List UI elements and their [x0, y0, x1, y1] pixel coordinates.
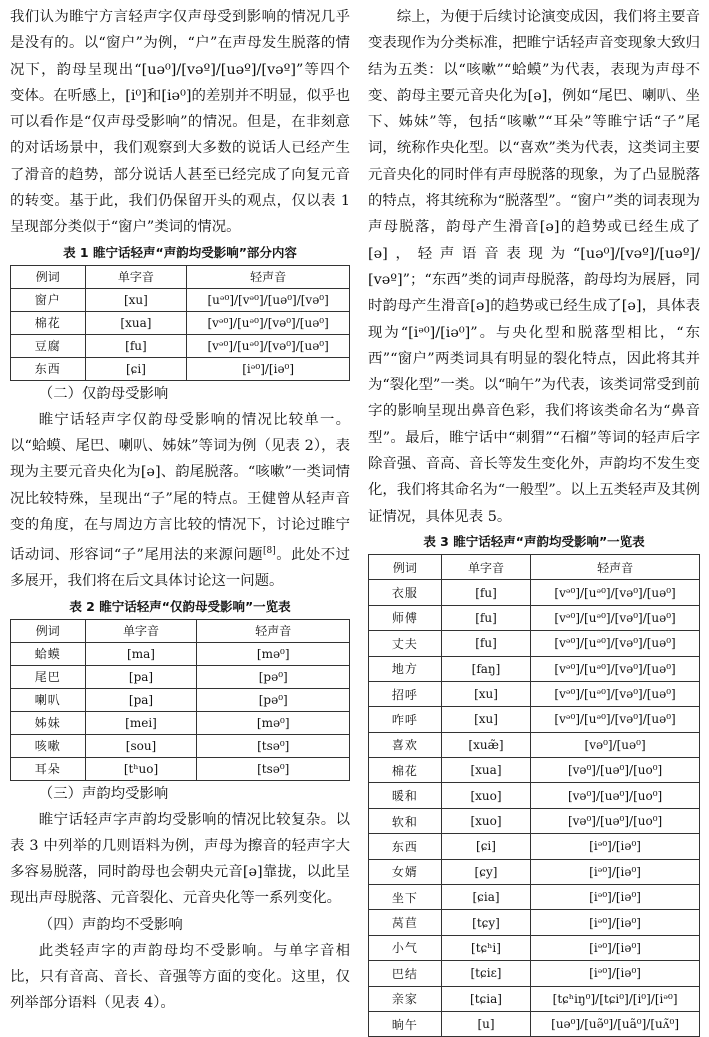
table-row: [11, 711, 350, 734]
table-cell: [xuo]: [441, 808, 530, 833]
table-cell: [xuo]: [441, 783, 530, 808]
header-cell: 单字音: [85, 265, 187, 288]
left-column: [10, 4, 350, 1017]
table-cell: [faŋ]: [441, 656, 530, 681]
table-cell: [və⁰]/[uə⁰]/[uo⁰]: [531, 808, 700, 833]
paragraph: 我们认为睢宁方言轻声字仅声母受到影响的情况几乎是没有的。以“窗户”为例，“户”在声母发生脱落的情况下，韵母呈现出“[uə⁰]/[vəº]/[uəº]/[vəº]”等四个变体。在听感上，[i⁰]和[iə⁰]的差别并不明显，似乎也可以看作是“仅声母受影响”的情况。但是，在非刻意的对话场景中，我们观察到大多数的说话人已经产生了滑音的趋势，部分说话人甚至已经完成了向复元音的转变。基于此，我们仍保留开头的观点，仅以表 1 呈现部分类似于“窗户”类词的情况。: [10, 9, 350, 236]
table-row: [369, 961, 700, 986]
table-cell: 师傅: [369, 605, 442, 630]
table-row: [11, 288, 350, 311]
table-caption: 表 2 睢宁话轻声“仅韵母受影响”一览表: [69, 598, 291, 614]
table-cell: [tʰuo]: [85, 757, 197, 780]
table-cell: 女婿: [369, 859, 442, 884]
table-cell: [ɕy]: [441, 859, 530, 884]
table-cell: 窗户: [11, 288, 86, 311]
table-caption: 表 1 睢宁话轻声“声韵均受影响”部分内容: [63, 244, 297, 260]
table-cell: 棉花: [11, 311, 86, 334]
table-cell: [fu]: [85, 334, 187, 357]
table-2: [10, 619, 350, 781]
table-cell: [iᵊ⁰]/[iə⁰]: [187, 357, 350, 380]
table-cell: 衣服: [369, 580, 442, 605]
table-cell: 咋呼: [369, 707, 442, 732]
table-cell: [uᵊ⁰]/[vᵊ⁰]/[uə⁰]/[və⁰]: [187, 288, 350, 311]
table-row: [369, 732, 700, 757]
table-row: [369, 910, 700, 935]
table-row: [369, 859, 700, 884]
table-row: [11, 734, 350, 757]
table-cell: [tɕia]: [441, 986, 530, 1011]
table-cell: [ɕi]: [85, 357, 187, 380]
table-cell: [uə⁰]/[uə̃⁰]/[uã⁰]/[uʌ̃⁰]: [531, 1011, 700, 1036]
paragraph-text: 。此处不过多展开，我们将在后文具体讨论这一问题。: [10, 546, 350, 590]
table-cell: [xu]: [85, 288, 187, 311]
table-row: [11, 311, 350, 334]
citation: [8]: [263, 546, 276, 557]
table-cell: [pə⁰]: [197, 688, 350, 711]
table-cell: 东西: [369, 834, 442, 859]
section-heading: （三）声韵均受影响: [38, 785, 169, 802]
table-row: [369, 605, 700, 630]
header-cell: 单字音: [85, 619, 197, 642]
table-header-row: [11, 265, 350, 288]
table-cell: [vᵊ⁰]/[uᵊ⁰]/[və⁰]/[uə⁰]: [531, 707, 700, 732]
table-cell: [fu]: [441, 580, 530, 605]
table-cell: [mei]: [85, 711, 197, 734]
table-3: [368, 554, 700, 1037]
table-cell: [iᵊ⁰]/[iə⁰]: [531, 859, 700, 884]
header-cell: 轻声音: [531, 554, 700, 579]
table-cell: [tɕʰi]: [441, 935, 530, 960]
table-header-row: [11, 619, 350, 642]
table-cell: [iᵊ⁰]/[iə⁰]: [531, 910, 700, 935]
table-cell: [fu]: [441, 605, 530, 630]
table-cell: [ɕia]: [441, 885, 530, 910]
table-cell: [tsə⁰]: [197, 734, 350, 757]
table-cell: [vᵊ⁰]/[uᵊ⁰]/[və⁰]/[uə⁰]: [531, 656, 700, 681]
table-cell: 喇叭: [11, 688, 86, 711]
table-cell: [və⁰]/[uə⁰]: [531, 732, 700, 757]
table-cell: [mə⁰]: [197, 711, 350, 734]
table-cell: [və⁰]/[uə⁰]/[uo⁰]: [531, 758, 700, 783]
paragraph: [10, 407, 350, 595]
table-row: [11, 334, 350, 357]
table-cell: 东西: [11, 357, 86, 380]
table-cell: 地方: [369, 656, 442, 681]
table-cell: [sou]: [85, 734, 197, 757]
table-row: [11, 688, 350, 711]
table-cell: [vᵊ⁰]/[uᵊ⁰]/[və⁰]/[uə⁰]: [531, 631, 700, 656]
table-cell: [xua]: [85, 311, 187, 334]
table-cell: [iᵊ⁰]/[iə⁰]: [531, 885, 700, 910]
paragraph: 此类轻声字的声韵母均不受影响。与单字音相比，只有音高、音长、音强等方面的变化。这里，仅列举部分语料（见表 4）。: [10, 942, 350, 1012]
paragraph: 综上，为便于后续讨论演变成因，我们将主要音变表现作为分类标准，把睢宁话轻声音变现象大致归结为五类：以“咳嗽”“蛤蟆”为代表，表现为声母不变、韵母主要元音央化为[ə]，例如“尾巴、喇叭、坐下、姊妹”等，包括“咳嗽”“耳朵”等睢宁话“子”尾词，统称作央化型。以“喜欢”类为代表，这类词主要元音央化的同时伴有声母脱落的现象，为了凸显脱落的特点，将其统称为“脱落型”。“窗户”类的词表现为声母脱落，韵母产生滑音[ə]的趋势或已经生成了[ə]，轻声语音表现为“[uə⁰]/[vəº]/[uəº]/ [vəº]”；“东西”类的词声母脱落，韵母均为展唇，同时韵母产生滑音[ə]的趋势或已经生成了[ə]，具体表现为“[iᵊ⁰]/[iə⁰]”。与央化型和脱落型相比，“东西”“窗户”两类词具有明显的裂化特点，因此将其并为“裂化型”一类。以“晌午”为代表，该类词常受到前字的影响呈现出鼻音色彩，我们将该类命名为“鼻音型”。最后，睢宁话中“刺猬”“石榴”等词的轻声后字除音强、音高、音长等发生变化外，声韵均不发生变化，我们将其命名为“一般型”。以上五类轻声及其例证情况，具体见表 5。: [368, 9, 700, 525]
table-cell: 招呼: [369, 681, 442, 706]
table-cell: [fu]: [441, 631, 530, 656]
table-row: [11, 757, 350, 780]
table-cell: 小气: [369, 935, 442, 960]
table-row: [11, 357, 350, 380]
table-cell: [tɕiɛ]: [441, 961, 530, 986]
right-column: [368, 4, 700, 1037]
table-cell: [mə⁰]: [197, 642, 350, 665]
table-cell: [vᵊ⁰]/[uᵊ⁰]/[və⁰]/[uə⁰]: [531, 605, 700, 630]
table-row: [369, 808, 700, 833]
table-header-row: [369, 554, 700, 579]
table-cell: 丈夫: [369, 631, 442, 656]
table-cell: [pa]: [85, 688, 197, 711]
table-row: [369, 783, 700, 808]
table-cell: [tɕʰiŋ⁰]/[tɕi⁰]/[i⁰]/[iᵊ⁰]: [531, 986, 700, 1011]
table-cell: [xu]: [441, 707, 530, 732]
table-cell: 蛤蟆: [11, 642, 86, 665]
table-1: [10, 265, 350, 381]
table-cell: 姊妹: [11, 711, 86, 734]
table-row: [369, 758, 700, 783]
table-cell: [iᵊ⁰]/[iə⁰]: [531, 961, 700, 986]
header-cell: 单字音: [441, 554, 530, 579]
table-cell: [vᵊ⁰]/[uᵊ⁰]/[və⁰]/[uə⁰]: [187, 311, 350, 334]
table-row: [369, 935, 700, 960]
table-cell: [xuæ̃]: [441, 732, 530, 757]
table-cell: [ɕi]: [441, 834, 530, 859]
paragraph-text: 睢宁话轻声字仅韵母受影响的情况比较单一。以“蛤蟆、尾巴、喇叭、姊妹”等词为例（见表 2），表现为主要元音央化为[ə]、韵尾脱落。“咳嗽”一类词情况比较特殊，呈现出“子”尾的特点。王健曾从轻声音变的角度，在与周边方言比较的情况下，讨论过睢宁话动词、形容词“子”尾用法的来源问题: [10, 411, 350, 563]
section-heading: （二）仅韵母受影响: [38, 385, 169, 402]
header-cell: 轻声音: [187, 265, 350, 288]
table-row: [369, 580, 700, 605]
header-cell: 例词: [11, 619, 86, 642]
table-cell: 喜欢: [369, 732, 442, 757]
table-cell: [xua]: [441, 758, 530, 783]
header-cell: 轻声音: [197, 619, 350, 642]
table-cell: [və⁰]/[uə⁰]/[uo⁰]: [531, 783, 700, 808]
table-cell: 咳嗽: [11, 734, 86, 757]
table-row: [369, 885, 700, 910]
table-row: [369, 1011, 700, 1036]
header-cell: 例词: [11, 265, 86, 288]
table-cell: [vᵊ⁰]/[uᵊ⁰]/[və⁰]/[uə⁰]: [531, 580, 700, 605]
table-cell: [tsə⁰]: [197, 757, 350, 780]
section-heading: （四）声韵均不受影响: [38, 916, 183, 933]
table-row: [369, 681, 700, 706]
table-cell: 耳朵: [11, 757, 86, 780]
table-cell: [vᵊ⁰]/[uᵊ⁰]/[və⁰]/[uə⁰]: [187, 334, 350, 357]
table-cell: 晌午: [369, 1011, 442, 1036]
table-cell: 暖和: [369, 783, 442, 808]
table-cell: [iᵊ⁰]/[iə⁰]: [531, 834, 700, 859]
table-cell: 棉花: [369, 758, 442, 783]
table-row: [11, 665, 350, 688]
table-row: [369, 834, 700, 859]
table-row: [11, 642, 350, 665]
header-cell: 例词: [369, 554, 442, 579]
table-cell: [pa]: [85, 665, 197, 688]
table-cell: [xu]: [441, 681, 530, 706]
table-cell: [ma]: [85, 642, 197, 665]
table-row: [369, 631, 700, 656]
table-cell: [tɕy]: [441, 910, 530, 935]
table-cell: [u]: [441, 1011, 530, 1036]
table-caption: 表 3 睢宁话轻声“声韵均受影响”一览表: [423, 533, 645, 549]
table-cell: 软和: [369, 808, 442, 833]
table-cell: [pə⁰]: [197, 665, 350, 688]
paragraph: 睢宁话轻声字声韵均受影响的情况比较复杂。以表 3 中列举的几则语料为例，声母为擦音的轻声字大多容易脱落，同时韵母也会朝央元音[ə]靠拢，以此呈现出声母脱落、元音裂化、元音央化等一系列变化。: [10, 811, 350, 907]
table-cell: [vᵊ⁰]/[uᵊ⁰]/[və⁰]/[uə⁰]: [531, 681, 700, 706]
table-cell: 亲家: [369, 986, 442, 1011]
table-cell: 巴结: [369, 961, 442, 986]
table-cell: 坐下: [369, 885, 442, 910]
table-cell: 莴苣: [369, 910, 442, 935]
table-row: [369, 656, 700, 681]
table-row: [369, 986, 700, 1011]
table-cell: 豆腐: [11, 334, 86, 357]
table-cell: [iᵊ⁰]/[iə⁰]: [531, 935, 700, 960]
table-row: [369, 707, 700, 732]
table-cell: 尾巴: [11, 665, 86, 688]
